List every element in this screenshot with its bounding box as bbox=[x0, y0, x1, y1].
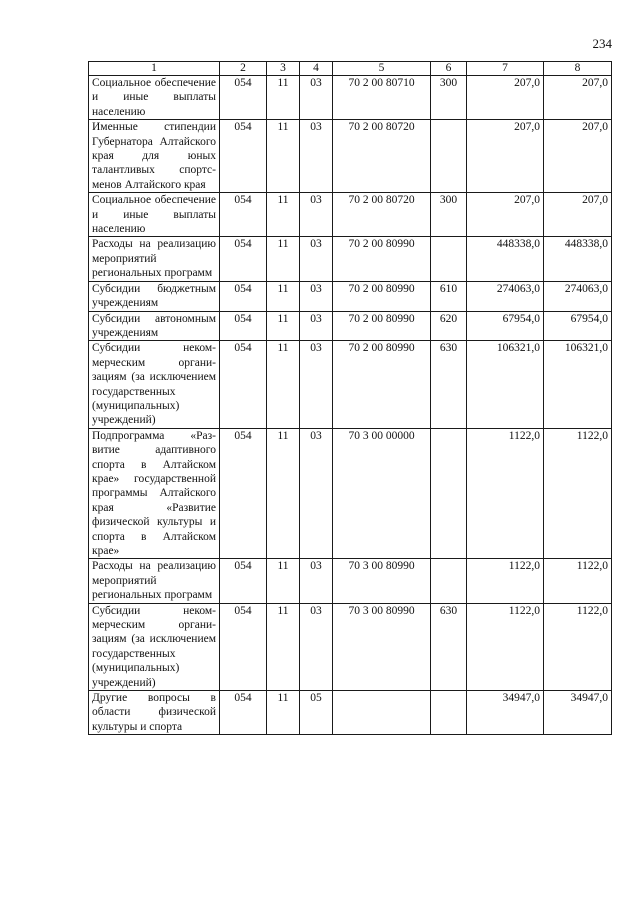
table-row bbox=[89, 428, 612, 559]
section-code: 11 bbox=[267, 237, 300, 281]
subsection-code: 03 bbox=[300, 193, 333, 237]
amount-year-1: 1122,0 bbox=[467, 559, 544, 603]
subsection-code: 03 bbox=[300, 428, 333, 559]
target-article-code: 70 3 00 80990 bbox=[333, 559, 431, 603]
column-header: 4 bbox=[300, 62, 333, 76]
expense-type-code: 300 bbox=[431, 76, 467, 120]
subsection-code: 03 bbox=[300, 603, 333, 690]
item-name: Социальное обеспечение и иные выплаты населению bbox=[89, 76, 220, 120]
table-row bbox=[89, 311, 612, 341]
section-code: 11 bbox=[267, 691, 300, 735]
subsection-code: 05 bbox=[300, 691, 333, 735]
subsection-code: 03 bbox=[300, 120, 333, 193]
table-row bbox=[89, 559, 612, 603]
item-name: Именные стипендии Губернатора Алтайского края для юных талантливых спортсменов Алтайского края bbox=[89, 120, 220, 193]
budget-table bbox=[88, 61, 612, 735]
expense-type-code bbox=[431, 559, 467, 603]
item-name: Расходы на реализацию мероприятий региональных программ bbox=[89, 237, 220, 281]
expense-type-code: 620 bbox=[431, 311, 467, 341]
column-header: 8 bbox=[544, 62, 612, 76]
amount-year-1: 207,0 bbox=[467, 120, 544, 193]
amount-year-2: 34947,0 bbox=[544, 691, 612, 735]
column-header: 6 bbox=[431, 62, 467, 76]
section-code: 11 bbox=[267, 341, 300, 428]
expense-type-code bbox=[431, 428, 467, 559]
amount-year-2: 106321,0 bbox=[544, 341, 612, 428]
department-code: 054 bbox=[220, 76, 267, 120]
amount-year-2: 274063,0 bbox=[544, 281, 612, 311]
amount-year-2: 1122,0 bbox=[544, 559, 612, 603]
target-article-code: 70 2 00 80720 bbox=[333, 120, 431, 193]
amount-year-2: 1122,0 bbox=[544, 603, 612, 690]
expense-type-code: 630 bbox=[431, 341, 467, 428]
section-code: 11 bbox=[267, 428, 300, 559]
amount-year-2: 207,0 bbox=[544, 76, 612, 120]
table-row bbox=[89, 341, 612, 428]
expense-type-code bbox=[431, 120, 467, 193]
target-article-code: 70 3 00 00000 bbox=[333, 428, 431, 559]
subsection-code: 03 bbox=[300, 237, 333, 281]
expense-type-code: 630 bbox=[431, 603, 467, 690]
amount-year-1: 34947,0 bbox=[467, 691, 544, 735]
subsection-code: 03 bbox=[300, 281, 333, 311]
amount-year-2: 207,0 bbox=[544, 193, 612, 237]
amount-year-1: 207,0 bbox=[467, 76, 544, 120]
department-code: 054 bbox=[220, 237, 267, 281]
section-code: 11 bbox=[267, 311, 300, 341]
table-header-row bbox=[89, 62, 612, 76]
amount-year-1: 207,0 bbox=[467, 193, 544, 237]
table-row bbox=[89, 281, 612, 311]
expense-type-code: 610 bbox=[431, 281, 467, 311]
amount-year-2: 448338,0 bbox=[544, 237, 612, 281]
department-code: 054 bbox=[220, 193, 267, 237]
department-code: 054 bbox=[220, 120, 267, 193]
section-code: 11 bbox=[267, 120, 300, 193]
item-name: Субсидии автономным учреждениям bbox=[89, 311, 220, 341]
expense-type-code bbox=[431, 691, 467, 735]
amount-year-1: 67954,0 bbox=[467, 311, 544, 341]
column-header: 2 bbox=[220, 62, 267, 76]
amount-year-1: 1122,0 bbox=[467, 603, 544, 690]
section-code: 11 bbox=[267, 76, 300, 120]
section-code: 11 bbox=[267, 281, 300, 311]
item-name: Другие вопросы в области физической культуры и спорта bbox=[89, 691, 220, 735]
expense-type-code: 300 bbox=[431, 193, 467, 237]
amount-year-1: 274063,0 bbox=[467, 281, 544, 311]
expense-type-code bbox=[431, 237, 467, 281]
item-name: Социальное обеспечение и иные выплаты населению bbox=[89, 193, 220, 237]
department-code: 054 bbox=[220, 281, 267, 311]
item-name: Субсидии некоммерческим организациям (за исключением государственных (муниципальных) учреждений) bbox=[89, 603, 220, 690]
department-code: 054 bbox=[220, 311, 267, 341]
item-name: Субсидии бюджетным учреждениям bbox=[89, 281, 220, 311]
target-article-code: 70 2 00 80720 bbox=[333, 193, 431, 237]
subsection-code: 03 bbox=[300, 76, 333, 120]
column-header: 7 bbox=[467, 62, 544, 76]
subsection-code: 03 bbox=[300, 559, 333, 603]
department-code: 054 bbox=[220, 428, 267, 559]
target-article-code: 70 2 00 80710 bbox=[333, 76, 431, 120]
item-name: Подпрограмма «Развитие адаптивного спорта в Алтайском крае» государственной программы Алтайского края «Развитие физической культуры и спорта в Алтайском крае» bbox=[89, 428, 220, 559]
table-row bbox=[89, 76, 612, 120]
column-header: 1 bbox=[89, 62, 220, 76]
item-name: Субсидии некоммерческим организациям (за исключением государственных (муниципальных) учреждений) bbox=[89, 341, 220, 428]
amount-year-1: 106321,0 bbox=[467, 341, 544, 428]
table-row bbox=[89, 603, 612, 690]
department-code: 054 bbox=[220, 603, 267, 690]
target-article-code: 70 2 00 80990 bbox=[333, 341, 431, 428]
table-row bbox=[89, 691, 612, 735]
amount-year-1: 448338,0 bbox=[467, 237, 544, 281]
section-code: 11 bbox=[267, 193, 300, 237]
column-header: 3 bbox=[267, 62, 300, 76]
department-code: 054 bbox=[220, 559, 267, 603]
table-row bbox=[89, 120, 612, 193]
table-row bbox=[89, 193, 612, 237]
department-code: 054 bbox=[220, 341, 267, 428]
amount-year-1: 1122,0 bbox=[467, 428, 544, 559]
amount-year-2: 207,0 bbox=[544, 120, 612, 193]
item-name: Расходы на реализацию мероприятий региональных программ bbox=[89, 559, 220, 603]
table-row bbox=[89, 237, 612, 281]
department-code: 054 bbox=[220, 691, 267, 735]
page-number: 234 bbox=[592, 36, 612, 51]
amount-year-2: 67954,0 bbox=[544, 311, 612, 341]
subsection-code: 03 bbox=[300, 341, 333, 428]
target-article-code bbox=[333, 691, 431, 735]
target-article-code: 70 3 00 80990 bbox=[333, 603, 431, 690]
section-code: 11 bbox=[267, 559, 300, 603]
target-article-code: 70 2 00 80990 bbox=[333, 311, 431, 341]
amount-year-2: 1122,0 bbox=[544, 428, 612, 559]
section-code: 11 bbox=[267, 603, 300, 690]
target-article-code: 70 2 00 80990 bbox=[333, 237, 431, 281]
target-article-code: 70 2 00 80990 bbox=[333, 281, 431, 311]
column-header: 5 bbox=[333, 62, 431, 76]
subsection-code: 03 bbox=[300, 311, 333, 341]
